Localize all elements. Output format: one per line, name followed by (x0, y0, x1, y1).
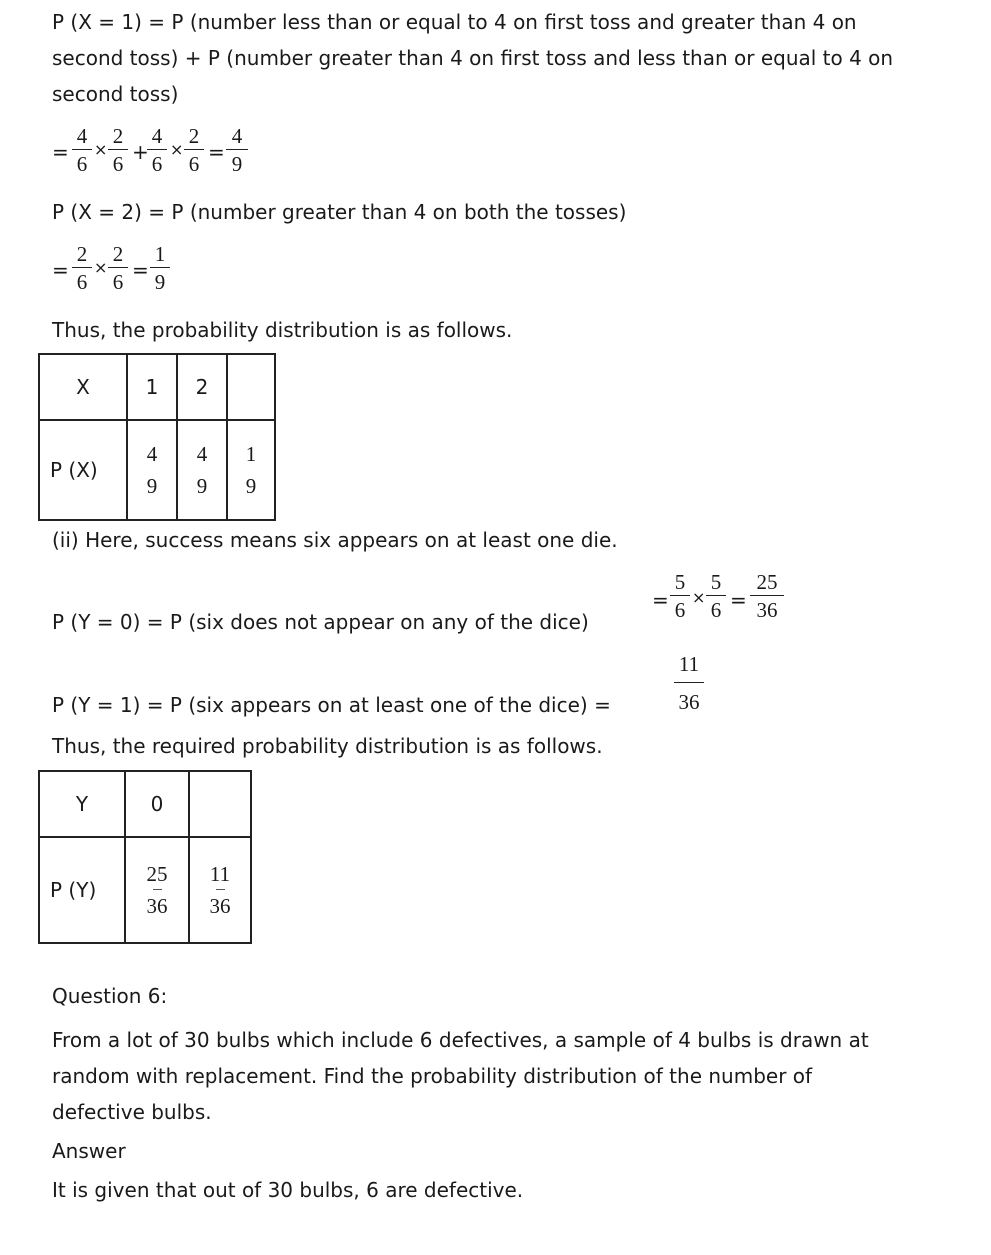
fraction: 4 6 (147, 124, 167, 176)
answer-label: Answer (52, 1139, 126, 1163)
fraction: 4 6 (72, 124, 92, 176)
fraction: 2 6 (108, 124, 128, 176)
distribution-table-x (38, 353, 276, 521)
table-cell (227, 354, 275, 420)
table-cell: $\frac{11}{36}$ (189, 837, 251, 943)
table-cell: 1 (127, 354, 177, 420)
distribution-table-y (38, 770, 252, 944)
table-cell: $\frac{25}{36}$ (125, 837, 189, 943)
fraction: 5 6 (670, 570, 690, 622)
px1-line-2: second toss) + P (number greater than 4 on first toss and less than or equal to 4 on (52, 46, 894, 70)
fraction: 2 6 (108, 242, 128, 294)
fraction: 25 36 (750, 570, 784, 622)
answer-line-1: It is given that out of 30 bulbs, 6 are defective. (52, 1178, 524, 1202)
table-label-x: X (39, 354, 127, 420)
table-cell: 4 9 (177, 420, 227, 520)
part-ii-conclusion: Thus, the required probability distribution is as follows. (52, 734, 603, 758)
fraction: 2 6 (72, 242, 92, 294)
part-i-conclusion: Thus, the probability distribution is as follows. (52, 318, 513, 342)
part-ii-intro: (ii) Here, success means six appears on at least one die. (52, 528, 618, 552)
table-cell (189, 771, 251, 837)
py1-fraction: 11 36 (674, 652, 704, 714)
question-text-line-1: From a lot of 30 bulbs which include 6 defectives, a sample of 4 bulbs is drawn at (52, 1028, 869, 1052)
fraction: 4 9 (226, 124, 248, 176)
question-heading: Question 6: (52, 984, 168, 1008)
fraction: 1 9 (150, 242, 170, 294)
table-cell: 0 (125, 771, 189, 837)
table-cell: 4 9 (127, 420, 177, 520)
py0-line: P (Y = 0) = P (six does not appear on any of the dice) (52, 610, 589, 634)
table-label-px: P (X) (39, 420, 127, 520)
fraction: 5 6 (706, 570, 726, 622)
py1-line: P (Y = 1) = P (six appears on at least one of the dice) = (52, 693, 611, 717)
question-text-line-3: defective bulbs. (52, 1100, 212, 1124)
fraction: 2 6 (184, 124, 204, 176)
question-text-line-2: random with replacement. Find the probability distribution of the number of (52, 1064, 813, 1088)
px1-line-1: P (X = 1) = P (number less than or equal to 4 on first toss and greater than 4 on (52, 10, 857, 34)
table-cell: 2 (177, 354, 227, 420)
table-cell: 1 9 (227, 420, 275, 520)
px1-line-3: second toss) (52, 82, 179, 106)
px2-line: P (X = 2) = P (number greater than 4 on both the tosses) (52, 200, 627, 224)
table-label-py: P (Y) (39, 837, 125, 943)
table-label-y: Y (39, 771, 125, 837)
